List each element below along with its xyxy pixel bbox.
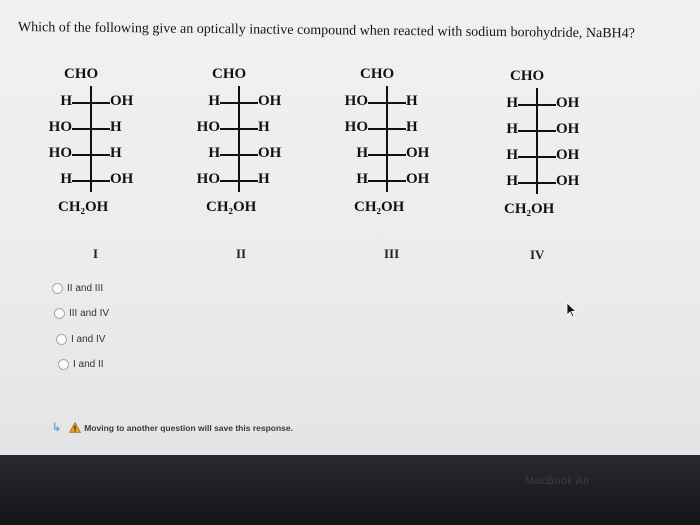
fischer-row (476, 121, 596, 141)
return-arrow-icon: ↳ (52, 422, 62, 434)
row-left: HO (48, 119, 72, 135)
fischer-bottom: CH₂OH (354, 199, 405, 215)
question-text: Which of the following give an optically inactive compound when reacted with sodium borohydride, NaBH4? (17, 20, 635, 42)
radio-button[interactable] (58, 359, 69, 370)
row-right: OH (110, 171, 134, 187)
row-right: H (406, 119, 418, 135)
row-right: OH (556, 173, 580, 189)
row-left: H (356, 171, 368, 187)
structure-numeral-3: III (384, 246, 400, 261)
fischer-bottom: CH₂OH (504, 201, 555, 217)
warning-text: Moving to another question will save this response. (84, 422, 293, 433)
row-right: OH (258, 145, 282, 161)
row-right: OH (406, 171, 430, 187)
fischer-row (476, 147, 596, 167)
fischer-row (326, 119, 446, 139)
structure-numeral-4: IV (530, 247, 545, 262)
row-left: H (60, 93, 72, 109)
fischer-bottom: CH₂OH (58, 199, 109, 215)
row-left: H (356, 145, 368, 161)
fischer-row (178, 171, 298, 191)
row-left: HO (48, 145, 72, 161)
answer-option-2[interactable] (54, 304, 109, 322)
row-right: OH (110, 93, 134, 109)
fischer-top: CHO (510, 68, 545, 84)
answer-option-4[interactable] (58, 355, 104, 373)
row-right: OH (556, 95, 580, 111)
structure-numeral-1: I (93, 246, 99, 261)
fischer-top: CHO (64, 66, 99, 82)
row-right: H (258, 119, 270, 135)
fischer-row (326, 93, 446, 113)
fischer-row (30, 145, 150, 165)
mouse-cursor-icon (566, 302, 578, 318)
row-right: OH (556, 121, 580, 137)
fischer-row (326, 171, 446, 191)
answer-option-3[interactable] (56, 330, 105, 348)
fischer-row (30, 171, 150, 191)
option-label: I and II (73, 358, 104, 370)
row-left: H (506, 121, 518, 137)
option-label: II and III (67, 282, 104, 294)
fischer-row (326, 145, 446, 165)
row-right: H (110, 119, 122, 135)
row-right: OH (258, 93, 282, 109)
fischer-row (30, 93, 150, 113)
warning-triangle-icon (69, 422, 81, 433)
fischer-projection-4 (476, 68, 596, 228)
option-label: I and IV (71, 333, 106, 345)
fischer-top: CHO (360, 66, 395, 82)
fischer-bottom: CH₂OH (206, 199, 257, 215)
fischer-row (476, 173, 596, 193)
fischer-top: CHO (212, 66, 247, 82)
row-left: H (506, 147, 518, 163)
structure-numeral-2: II (236, 246, 247, 261)
row-left: HO (344, 119, 368, 135)
save-warning (52, 421, 293, 434)
fischer-row (30, 119, 150, 139)
row-right: OH (406, 145, 430, 161)
radio-button[interactable] (54, 308, 65, 319)
row-right: H (110, 145, 122, 161)
row-left: H (208, 93, 220, 109)
row-left: HO (196, 171, 220, 187)
radio-button[interactable] (52, 283, 63, 294)
row-left: H (208, 145, 220, 161)
row-left: H (60, 171, 72, 187)
row-left: HO (344, 93, 368, 109)
row-left: HO (196, 119, 220, 135)
answer-option-1[interactable] (52, 279, 103, 297)
laptop-bezel (0, 455, 700, 525)
radio-button[interactable] (56, 334, 67, 345)
row-right: OH (556, 147, 580, 163)
row-left: H (506, 95, 518, 111)
fischer-row (178, 93, 298, 113)
row-left: H (506, 173, 518, 189)
option-label: III and IV (69, 307, 110, 319)
row-right: H (258, 171, 270, 187)
fischer-row (178, 119, 298, 139)
fischer-row (178, 145, 298, 165)
fischer-projection-2 (178, 66, 298, 226)
fischer-projection-1 (30, 66, 150, 226)
laptop-brand-label: MacBook Air (524, 475, 590, 487)
fischer-row (476, 95, 596, 115)
row-right: H (406, 93, 418, 109)
fischer-projection-3 (326, 66, 446, 226)
